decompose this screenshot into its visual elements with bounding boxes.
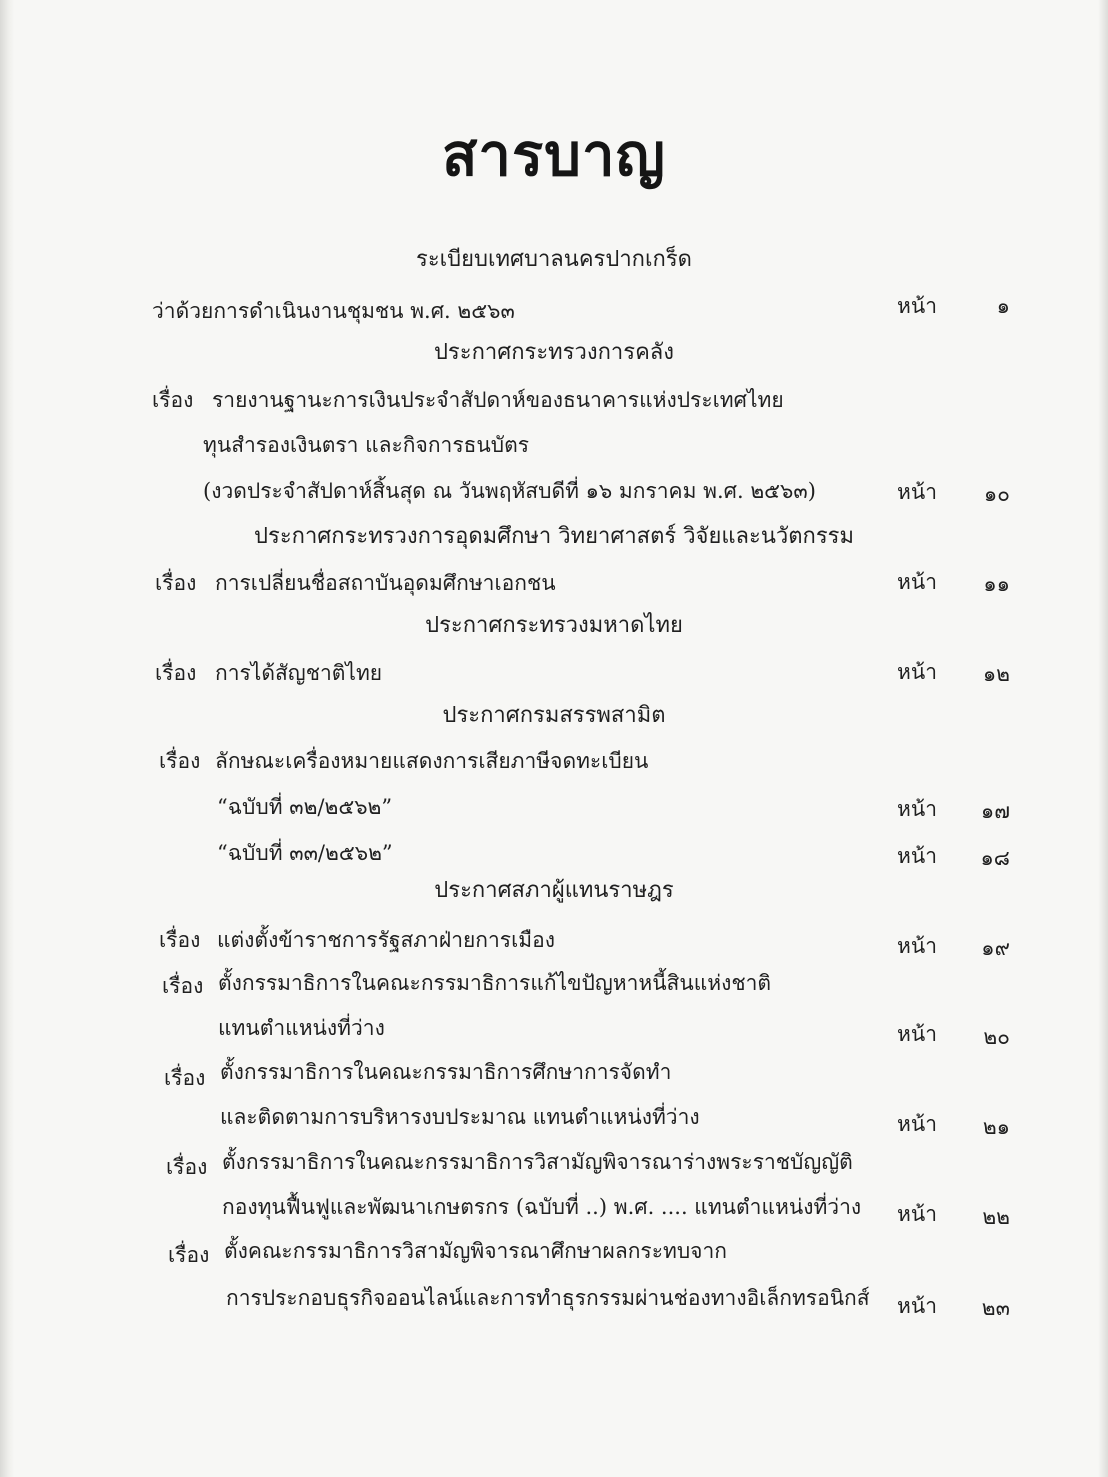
page-number: ๒๐ (983, 1025, 1010, 1049)
section-heading: ประกาศกระทรวงการอุดมศึกษา วิทยาศาสตร์ วิจัยและนวัตกรรม (254, 524, 854, 549)
toc-entry-text: การประกอบธุรกิจออนไลน์และการทำธุรกรรมผ่านช่องทางอิเล็กทรอนิกส์ (226, 1286, 870, 1310)
toc-entry-text: แทนตำแหน่งที่ว่าง (218, 1016, 385, 1040)
toc-entry-text: ตั้งคณะกรรมาธิการวิสามัญพิจารณาศึกษาผลกระทบจาก (224, 1239, 727, 1263)
toc-entry-text: ว่าด้วยการดำเนินงานชุมชน พ.ศ. ๒๕๖๓ (152, 299, 515, 323)
toc-entry-text: “ฉบับที่ ๓๓/๒๕๖๒” (217, 841, 393, 865)
toc-entry-text: ตั้งกรรมาธิการในคณะกรรมาธิการศึกษาการจัดทำ (220, 1060, 672, 1084)
page-label: หน้า (897, 660, 937, 684)
page-number: ๑๗ (980, 799, 1010, 823)
page-label: หน้า (897, 480, 937, 504)
subject-label: เรื่อง (162, 974, 204, 998)
section-heading: ประกาศกระทรวงมหาดไทย (425, 613, 683, 638)
toc-entry-text: แต่งตั้งข้าราชการรัฐสภาฝ่ายการเมือง (217, 928, 555, 952)
page-label: หน้า (897, 1112, 937, 1136)
page-number: ๑๐ (983, 482, 1010, 506)
subject-label: เรื่อง (164, 1066, 206, 1090)
page-label: หน้า (897, 844, 937, 868)
toc-entry-text: การได้สัญชาติไทย (215, 661, 383, 685)
toc-entry-text: กองทุนฟื้นฟูและพัฒนาเกษตรกร (ฉบับที่ ..) พ.ศ. .... แทนตำแหน่งที่ว่าง (222, 1195, 862, 1219)
toc-entry-text: และติดตามการบริหารงบประมาณ แทนตำแหน่งที่ว่าง (220, 1105, 700, 1129)
page-number: ๑๑ (983, 572, 1010, 596)
page-title: สารบาญ (442, 121, 666, 189)
toc-entry-text: (งวดประจำสัปดาห์สิ้นสุด ณ วันพฤหัสบดีที่ ๑๖ มกราคม พ.ศ. ๒๕๖๓) (203, 479, 816, 503)
page-number: ๒๒ (982, 1205, 1010, 1229)
toc-entry-text: “ฉบับที่ ๓๒/๒๕๖๒” (217, 795, 393, 819)
toc-entry-text: การเปลี่ยนชื่อสถาบันอุดมศึกษาเอกชน (215, 571, 556, 595)
subject-label: เรื่อง (166, 1155, 208, 1179)
page-edge-right (1098, 0, 1108, 1477)
section-heading: ระเบียบเทศบาลนครปากเกร็ด (416, 247, 692, 272)
toc-entry-text: ตั้งกรรมาธิการในคณะกรรมาธิการแก้ไขปัญหาหนี้สินแห่งชาติ (218, 971, 772, 995)
toc-entry-text: ตั้งกรรมาธิการในคณะกรรมาธิการวิสามัญพิจารณาร่างพระราชบัญญัติ (222, 1150, 853, 1174)
page-label: หน้า (897, 294, 937, 318)
subject-label: เรื่อง (155, 571, 197, 595)
page-number: ๑๒ (982, 662, 1010, 686)
page-label: หน้า (897, 1294, 937, 1318)
page-label: หน้า (897, 570, 937, 594)
section-heading: ประกาศสภาผู้แทนราษฎร (434, 878, 674, 903)
page-label: หน้า (897, 1202, 937, 1226)
subject-label: เรื่อง (159, 928, 201, 952)
subject-label: เรื่อง (168, 1243, 210, 1267)
page-label: หน้า (897, 797, 937, 821)
toc-entry-text: ทุนสำรองเงินตรา และกิจการธนบัตร (203, 433, 530, 457)
subject-label: เรื่อง (159, 749, 201, 773)
section-heading: ประกาศกรมสรรพสามิต (442, 703, 666, 728)
page-number: ๒๓ (981, 1296, 1010, 1320)
page-number: ๑ (996, 294, 1010, 318)
toc-entry-text: รายงานฐานะการเงินประจำสัปดาห์ของธนาคารแห่งประเทศไทย (212, 388, 784, 412)
page-number: ๑๙ (981, 936, 1010, 960)
section-heading: ประกาศกระทรวงการคลัง (433, 340, 675, 365)
page-number: ๑๘ (980, 846, 1010, 870)
page-label: หน้า (897, 934, 937, 958)
page-label: หน้า (897, 1022, 937, 1046)
page-number: ๒๑ (982, 1115, 1010, 1139)
subject-label: เรื่อง (152, 388, 194, 412)
page-edge-left (0, 0, 14, 1477)
subject-label: เรื่อง (155, 661, 197, 685)
toc-entry-text: ลักษณะเครื่องหมายแสดงการเสียภาษีจดทะเบียน (215, 749, 649, 773)
